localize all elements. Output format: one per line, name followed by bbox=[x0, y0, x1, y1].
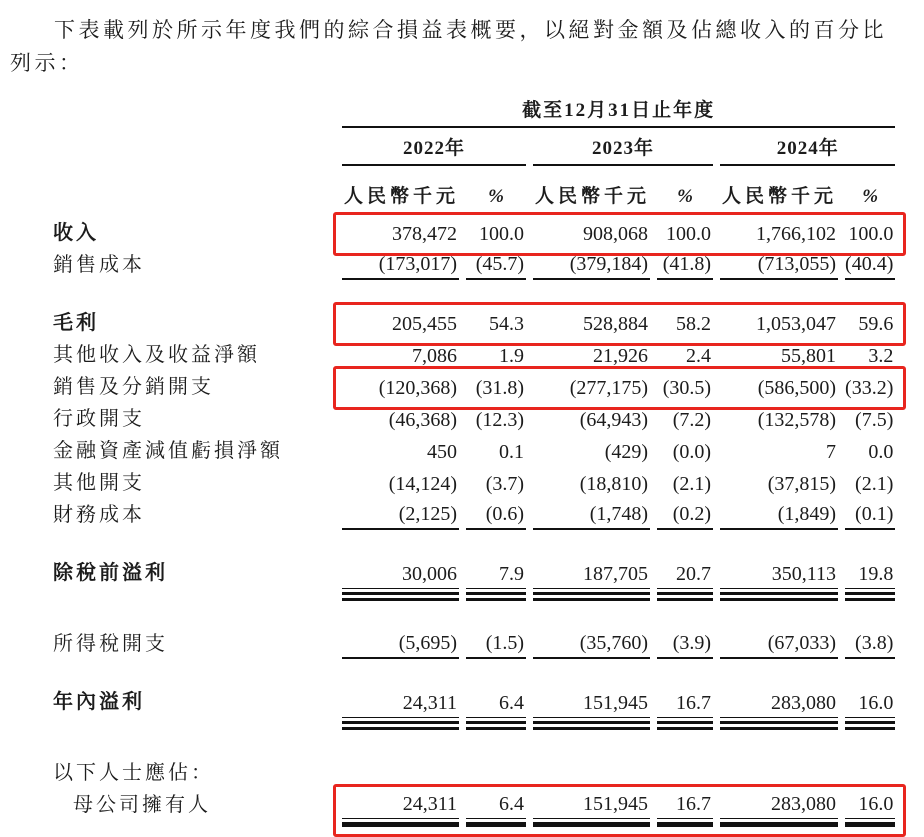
amount-value: 350,113 bbox=[720, 563, 838, 589]
amount-value: (173,017) bbox=[342, 253, 459, 280]
table-row bbox=[47, 434, 895, 466]
amount-value: 21,926 bbox=[593, 345, 649, 368]
pct-value: (0.2) bbox=[657, 503, 713, 530]
row-label: 毛利 bbox=[53, 312, 99, 335]
pct-cell bbox=[657, 788, 713, 829]
unit-header-row bbox=[47, 166, 895, 216]
pct-value: (2.1) bbox=[672, 473, 712, 496]
amount-value: (1,849) bbox=[720, 503, 838, 530]
pct-cell bbox=[657, 248, 713, 280]
double-rule bbox=[342, 592, 459, 601]
table-row bbox=[47, 556, 895, 601]
value-cell bbox=[720, 685, 838, 730]
double-rule bbox=[533, 592, 650, 601]
double-rule bbox=[720, 721, 838, 730]
pct-value: (0.6) bbox=[466, 503, 526, 530]
pct-value: 58.2 bbox=[676, 313, 712, 336]
pct-cell bbox=[657, 685, 713, 730]
value-cell bbox=[533, 756, 650, 788]
amount-value: (379,184) bbox=[533, 253, 650, 280]
amount-value: 378,472 bbox=[392, 223, 458, 246]
table-row bbox=[47, 216, 895, 248]
pct-cell bbox=[466, 216, 526, 248]
value-cell bbox=[720, 756, 838, 788]
pct-cell bbox=[466, 466, 526, 498]
amount-value: (5,695) bbox=[342, 632, 459, 659]
pct-value: 16.7 bbox=[657, 692, 713, 718]
amount-value: 24,311 bbox=[342, 692, 459, 718]
pct-cell bbox=[845, 402, 895, 434]
row-label: 母公司擁有人 bbox=[73, 794, 211, 817]
value-cell bbox=[533, 434, 650, 466]
value-cell bbox=[342, 338, 459, 370]
value-cell bbox=[720, 248, 838, 280]
intro-paragraph bbox=[10, 14, 914, 79]
value-cell bbox=[342, 788, 459, 829]
value-cell bbox=[720, 556, 838, 601]
pct-value: 6.4 bbox=[466, 692, 526, 718]
double-rule bbox=[657, 721, 713, 730]
pct-cell bbox=[845, 788, 895, 829]
value-cell bbox=[533, 627, 650, 659]
amount-value: (46,368) bbox=[388, 409, 458, 432]
thick-rule bbox=[533, 822, 650, 827]
amount-value: (1,748) bbox=[533, 503, 650, 530]
pct-value: 54.3 bbox=[489, 313, 525, 336]
pct-value: (1.5) bbox=[466, 632, 526, 659]
double-rule bbox=[845, 721, 895, 730]
income-statement-table bbox=[40, 95, 924, 829]
pct-cell bbox=[845, 434, 895, 466]
pct-label-2022: % bbox=[488, 186, 504, 208]
value-cell bbox=[533, 685, 650, 730]
intro-line-2: 列示： bbox=[10, 50, 84, 75]
row-label: 銷售成本 bbox=[53, 254, 145, 277]
pct-value: (0.1) bbox=[845, 503, 895, 530]
spacer-row bbox=[47, 530, 895, 556]
period-header: 截至12月31日止年度 bbox=[342, 95, 895, 128]
pct-value: (3.8) bbox=[845, 632, 895, 659]
pct-cell bbox=[657, 370, 713, 402]
value-cell bbox=[533, 338, 650, 370]
year-header-2023: 2023年 bbox=[533, 128, 713, 166]
pct-value: 19.8 bbox=[845, 563, 895, 589]
amount-value: 55,801 bbox=[781, 345, 837, 368]
pct-cell bbox=[845, 248, 895, 280]
pct-label-2024: % bbox=[862, 186, 879, 208]
pct-cell bbox=[466, 338, 526, 370]
row-label: 金融資產減值虧損淨額 bbox=[53, 440, 283, 463]
amount-value: 528,884 bbox=[583, 313, 649, 336]
spacer-row bbox=[47, 280, 895, 306]
amount-value: 205,455 bbox=[392, 313, 458, 336]
value-cell bbox=[342, 370, 459, 402]
amount-value: 30,006 bbox=[342, 563, 459, 589]
row-label: 其他收入及收益淨額 bbox=[53, 344, 260, 367]
value-cell bbox=[533, 216, 650, 248]
pct-cell bbox=[657, 498, 713, 530]
row-label: 銷售及分銷開支 bbox=[53, 376, 214, 399]
pct-value: (30.5) bbox=[662, 377, 712, 400]
amount-value: 7,086 bbox=[412, 345, 458, 368]
value-cell bbox=[533, 556, 650, 601]
pct-cell bbox=[845, 627, 895, 659]
pct-cell bbox=[845, 466, 895, 498]
pct-cell bbox=[845, 338, 895, 370]
value-cell bbox=[342, 466, 459, 498]
unit-label-2023: 人民幣千元 bbox=[535, 186, 651, 208]
pct-cell bbox=[657, 338, 713, 370]
pct-cell bbox=[466, 306, 526, 338]
table-row bbox=[47, 370, 895, 402]
table-row bbox=[47, 466, 895, 498]
value-cell bbox=[342, 627, 459, 659]
table-row bbox=[47, 627, 895, 659]
amount-value: (120,368) bbox=[378, 377, 458, 400]
pct-value: (3.9) bbox=[657, 632, 713, 659]
double-rule bbox=[342, 721, 459, 730]
amount-value: (132,578) bbox=[757, 409, 837, 432]
row-label: 以下人士應佔： bbox=[53, 762, 214, 785]
value-cell bbox=[533, 306, 650, 338]
pct-cell bbox=[845, 556, 895, 601]
row-label: 除稅前溢利 bbox=[53, 562, 168, 585]
pct-cell bbox=[657, 216, 713, 248]
table-row bbox=[47, 306, 895, 338]
pct-value: 16.0 bbox=[845, 692, 895, 718]
row-label: 其他開支 bbox=[53, 472, 145, 495]
amount-value: (2,125) bbox=[342, 503, 459, 530]
value-cell bbox=[720, 216, 838, 248]
pct-value: 0.1 bbox=[499, 441, 525, 464]
pct-cell bbox=[845, 685, 895, 730]
pct-cell bbox=[657, 627, 713, 659]
pct-cell bbox=[845, 498, 895, 530]
table-header bbox=[47, 95, 895, 216]
row-label: 財務成本 bbox=[53, 504, 145, 527]
value-cell bbox=[720, 788, 838, 829]
value-cell bbox=[533, 248, 650, 280]
spacer-row bbox=[47, 730, 895, 756]
amount-value: 1,053,047 bbox=[756, 313, 837, 336]
table-row bbox=[47, 402, 895, 434]
amount-value: (277,175) bbox=[569, 377, 649, 400]
value-cell bbox=[720, 434, 838, 466]
pct-cell bbox=[466, 627, 526, 659]
amount-value: (35,760) bbox=[533, 632, 650, 659]
pct-cell bbox=[657, 306, 713, 338]
amount-value: 187,705 bbox=[533, 563, 650, 589]
pct-value: (7.5) bbox=[855, 409, 894, 432]
value-cell bbox=[720, 306, 838, 338]
thick-rule bbox=[845, 822, 895, 827]
row-label: 收入 bbox=[53, 222, 99, 245]
amount-value: 24,311 bbox=[342, 793, 459, 819]
pct-cell bbox=[466, 402, 526, 434]
amount-value: (713,055) bbox=[720, 253, 838, 280]
amount-value: 283,080 bbox=[720, 793, 838, 819]
table-body bbox=[47, 216, 895, 829]
value-cell bbox=[720, 498, 838, 530]
double-rule bbox=[720, 592, 838, 601]
pct-cell bbox=[466, 498, 526, 530]
pct-value: (40.4) bbox=[845, 253, 895, 280]
row-label: 年內溢利 bbox=[53, 691, 145, 714]
amount-value: (429) bbox=[604, 441, 649, 464]
table-row bbox=[47, 685, 895, 730]
pct-value: 3.2 bbox=[868, 345, 894, 368]
pct-cell bbox=[466, 756, 526, 788]
amount-value: 450 bbox=[427, 441, 458, 464]
amount-value: (64,943) bbox=[579, 409, 649, 432]
value-cell bbox=[342, 756, 459, 788]
year-header-2024: 2024年 bbox=[720, 128, 895, 166]
empty-header-cell bbox=[47, 166, 335, 216]
pct-value: 16.7 bbox=[657, 793, 713, 819]
amount-value: (37,815) bbox=[767, 473, 837, 496]
pct-value: 1.9 bbox=[499, 345, 525, 368]
value-cell bbox=[342, 434, 459, 466]
pct-cell bbox=[466, 370, 526, 402]
pct-cell bbox=[466, 685, 526, 730]
pct-cell bbox=[657, 434, 713, 466]
value-cell bbox=[342, 685, 459, 730]
pct-value: (33.2) bbox=[845, 377, 894, 400]
pct-value: (2.1) bbox=[855, 473, 894, 496]
year-header-2022: 2022年 bbox=[342, 128, 526, 166]
pct-cell bbox=[845, 370, 895, 402]
unit-label-2024: 人民幣千元 bbox=[722, 186, 838, 208]
pct-value: (3.7) bbox=[485, 473, 525, 496]
pct-value: (41.8) bbox=[657, 253, 713, 280]
amount-value: 283,080 bbox=[720, 692, 838, 718]
value-cell bbox=[342, 556, 459, 601]
double-rule bbox=[657, 592, 713, 601]
pct-cell bbox=[466, 788, 526, 829]
pct-cell bbox=[657, 756, 713, 788]
amount-value: 151,945 bbox=[533, 793, 650, 819]
value-cell bbox=[342, 306, 459, 338]
pct-value: 100.0 bbox=[666, 223, 712, 246]
value-cell bbox=[533, 370, 650, 402]
value-cell bbox=[533, 788, 650, 829]
pct-value: 16.0 bbox=[845, 793, 895, 819]
table-row bbox=[47, 756, 895, 788]
pct-value: 7.9 bbox=[466, 563, 526, 589]
thick-rule bbox=[720, 822, 838, 827]
value-cell bbox=[533, 402, 650, 434]
value-cell bbox=[720, 627, 838, 659]
double-rule bbox=[533, 721, 650, 730]
pct-cell bbox=[845, 216, 895, 248]
value-cell bbox=[342, 402, 459, 434]
intro-line-1: 下表載列於所示年度我們的綜合損益表概要，以絕對金額及佔總收入的百分比 bbox=[54, 18, 887, 42]
pct-value: 2.4 bbox=[686, 345, 712, 368]
pct-cell bbox=[845, 306, 895, 338]
pct-cell bbox=[657, 466, 713, 498]
amount-value: 908,068 bbox=[583, 223, 649, 246]
pct-value: 59.6 bbox=[858, 313, 894, 336]
thick-rule bbox=[466, 822, 526, 827]
pct-value: (0.0) bbox=[672, 441, 712, 464]
year-header-row bbox=[47, 128, 895, 166]
double-rule bbox=[466, 721, 526, 730]
value-cell bbox=[342, 248, 459, 280]
pct-value: 100.0 bbox=[848, 223, 894, 246]
amount-value: 151,945 bbox=[533, 692, 650, 718]
pct-cell bbox=[466, 556, 526, 601]
pct-value: (7.2) bbox=[672, 409, 712, 432]
pct-value: 6.4 bbox=[466, 793, 526, 819]
pct-value: (45.7) bbox=[466, 253, 526, 280]
period-header-row bbox=[47, 95, 895, 128]
amount-value: 7 bbox=[826, 441, 837, 464]
value-cell bbox=[533, 498, 650, 530]
table-row bbox=[47, 338, 895, 370]
unit-label-2022: 人民幣千元 bbox=[344, 186, 460, 208]
pct-cell bbox=[657, 556, 713, 601]
pct-label-2023: % bbox=[677, 186, 693, 208]
table-row bbox=[47, 248, 895, 280]
pct-value: (12.3) bbox=[475, 409, 525, 432]
pct-cell bbox=[657, 402, 713, 434]
pct-cell bbox=[466, 434, 526, 466]
amount-value: 1,766,102 bbox=[756, 223, 837, 246]
empty-header-cell bbox=[47, 128, 335, 166]
spacer-row bbox=[47, 601, 895, 627]
pct-cell bbox=[845, 756, 895, 788]
value-cell bbox=[342, 216, 459, 248]
row-label: 所得稅開支 bbox=[53, 633, 168, 656]
double-rule bbox=[845, 592, 895, 601]
value-cell bbox=[720, 402, 838, 434]
row-label: 行政開支 bbox=[53, 408, 145, 431]
pct-value: 100.0 bbox=[479, 223, 525, 246]
thick-rule bbox=[657, 822, 713, 827]
table-row bbox=[47, 788, 895, 829]
value-cell bbox=[342, 498, 459, 530]
empty-header-cell bbox=[47, 95, 335, 128]
table-row bbox=[47, 498, 895, 530]
value-cell bbox=[720, 466, 838, 498]
spacer-row bbox=[47, 659, 895, 685]
value-cell bbox=[720, 370, 838, 402]
pct-value: (31.8) bbox=[475, 377, 525, 400]
income-statement-grid bbox=[40, 95, 902, 829]
pct-value: 20.7 bbox=[657, 563, 713, 589]
thick-rule bbox=[342, 822, 459, 827]
pct-cell bbox=[466, 248, 526, 280]
amount-value: (14,124) bbox=[388, 473, 458, 496]
amount-value: (67,033) bbox=[720, 632, 838, 659]
value-cell bbox=[533, 466, 650, 498]
value-cell bbox=[720, 338, 838, 370]
double-rule bbox=[466, 592, 526, 601]
amount-value: (586,500) bbox=[757, 377, 837, 400]
pct-value: 0.0 bbox=[868, 441, 894, 464]
amount-value: (18,810) bbox=[579, 473, 649, 496]
